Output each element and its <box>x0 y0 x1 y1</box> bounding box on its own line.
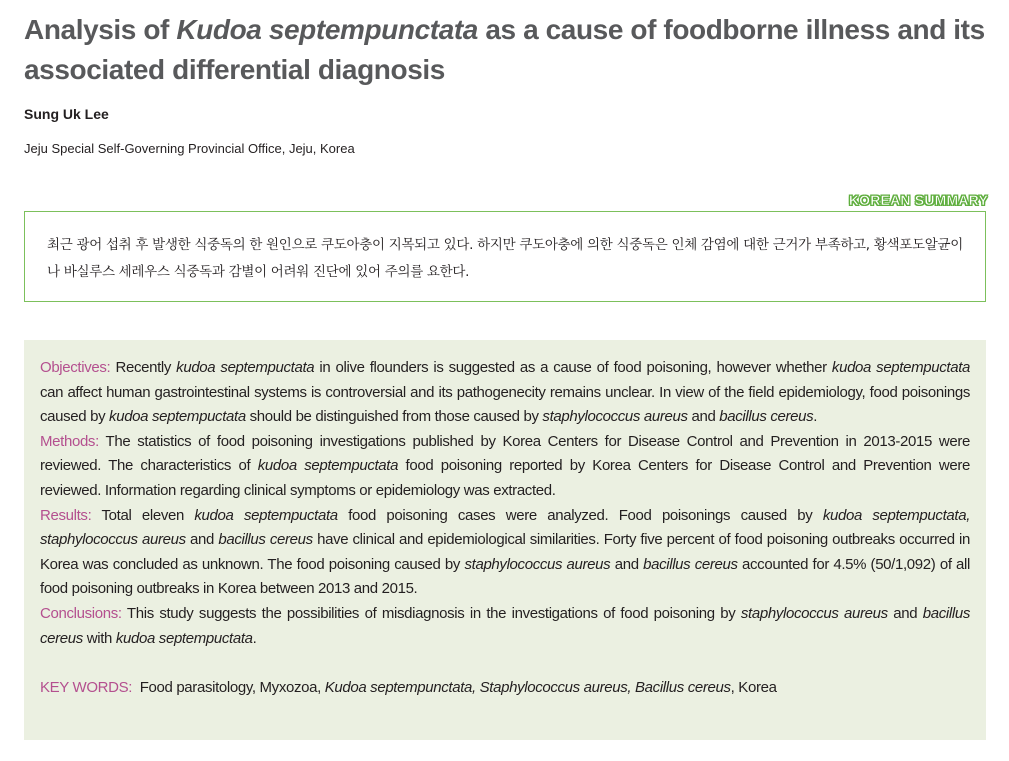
methods-text: food poisoning reported by Korea Centers for Disease Control and Prevention were reviewed. Information regarding clinical symptoms or epidemiology was extracted. <box>40 457 971 499</box>
korean-summary-box <box>24 211 986 302</box>
results-label: Results: <box>40 506 92 524</box>
abstract-keywords <box>40 676 970 701</box>
conclusions-text: This study suggests the possibilities of misdiagnosis in the investigations of food poisoning by <box>121 604 741 622</box>
conclusions-label: Conclusions: <box>40 604 122 622</box>
species-name: kudoa septempuctata <box>109 408 246 426</box>
species-name: bacillus cereus <box>719 408 814 426</box>
methods-label: Methods: <box>40 432 99 450</box>
species-name: bacillus cereus <box>218 531 313 549</box>
abstract-methods <box>40 430 970 504</box>
species-name: staphylococcus aureus <box>740 604 888 622</box>
objectives-text: Recently <box>110 359 177 376</box>
methods-text: The statistics of food poisoning investigations published by Korea Centers for Disease Control and Prevention in 2013-2015 were reviewed. The characteristics of <box>40 432 970 475</box>
abstract-conclusions <box>40 602 970 651</box>
results-text: and <box>185 531 219 549</box>
abstract-objectives <box>40 356 970 430</box>
species-name: kudoa septempuctata <box>115 629 253 647</box>
species-name: staphylococcus aureus <box>542 408 688 426</box>
results-text: Total eleven <box>91 506 195 524</box>
title-text: Analysis of <box>24 14 177 45</box>
species-name: kudoa septempuctata <box>176 359 315 376</box>
species-name: kudoa septempuctata <box>257 457 399 475</box>
objectives-text: and <box>687 408 720 426</box>
results-text: food poisoning cases were analyzed. Food poisonings caused by <box>337 506 823 524</box>
title-text-rest: as a cause of foodborne illness and its associated differential diagnosis <box>24 14 985 85</box>
results-text: and <box>610 555 644 573</box>
species-name: bacillus cereus <box>40 604 970 647</box>
conclusions-text: and <box>887 604 923 622</box>
objectives-text: in olive flounders is suggested as a cause of food poisoning, however whether <box>314 359 832 376</box>
results-text: accounted for 4.5% (50/1,092) of all food poisoning outbreaks in Korea between 2013 and 2015. <box>40 555 970 598</box>
conclusions-text: . <box>252 629 257 647</box>
korean-summary-label: KOREAN SUMMARY <box>848 192 988 208</box>
keywords-text: Food parasitology, Myxozoa, <box>132 679 325 697</box>
keywords-text: , Korea <box>730 679 777 697</box>
conclusions-text: with <box>82 629 116 647</box>
abstract-box <box>24 340 986 740</box>
objectives-text: should be distinguished from those caused by <box>245 408 543 426</box>
species-name: bacillus cereus <box>643 555 738 573</box>
author-affiliation: Jeju Special Self-Governing Provincial Office, Jeju, Korea <box>24 141 355 156</box>
author-name: Sung Uk Lee <box>24 106 109 122</box>
objectives-text: . <box>813 408 818 426</box>
keywords-species: Kudoa septempunctata, Staphylococcus aureus, Bacillus cereus <box>324 679 731 697</box>
species-name: kudoa septempuctata <box>831 359 971 376</box>
article-title <box>24 10 994 90</box>
objectives-text: can affect human gastrointestinal systems is controversial and its pathogenecity remains unclear. In view of the field epidemiology, food poisonings caused by <box>40 383 970 426</box>
korean-summary-text: 최근 광어 섭취 후 발생한 식중독의 한 원인으로 쿠도아충이 지목되고 있다. 하지만 쿠도아충에 의한 식중독은 인체 감염에 대한 근거가 부족하고, 황색포도알균이나 바실루스 세레우스 식중독과 감별이 어려워 진단에 있어 주의를 요한다. <box>47 237 963 280</box>
keywords-label: KEY WORDS: <box>40 679 133 697</box>
species-name: kudoa septempuctata <box>194 506 338 524</box>
objectives-label: Objectives: <box>40 359 111 376</box>
title-species: Kudoa septempunctata <box>176 14 478 45</box>
results-text: have clinical and epidemiological similarities. Forty five percent of food poisoning outbreaks occurred in Korea was concluded as unknown. The food poisoning caused by <box>40 531 970 573</box>
species-name: staphylococcus aureus <box>464 555 611 573</box>
abstract-results <box>40 504 970 602</box>
species-name: kudoa septempuctata, staphylococcus aureus <box>40 506 971 549</box>
